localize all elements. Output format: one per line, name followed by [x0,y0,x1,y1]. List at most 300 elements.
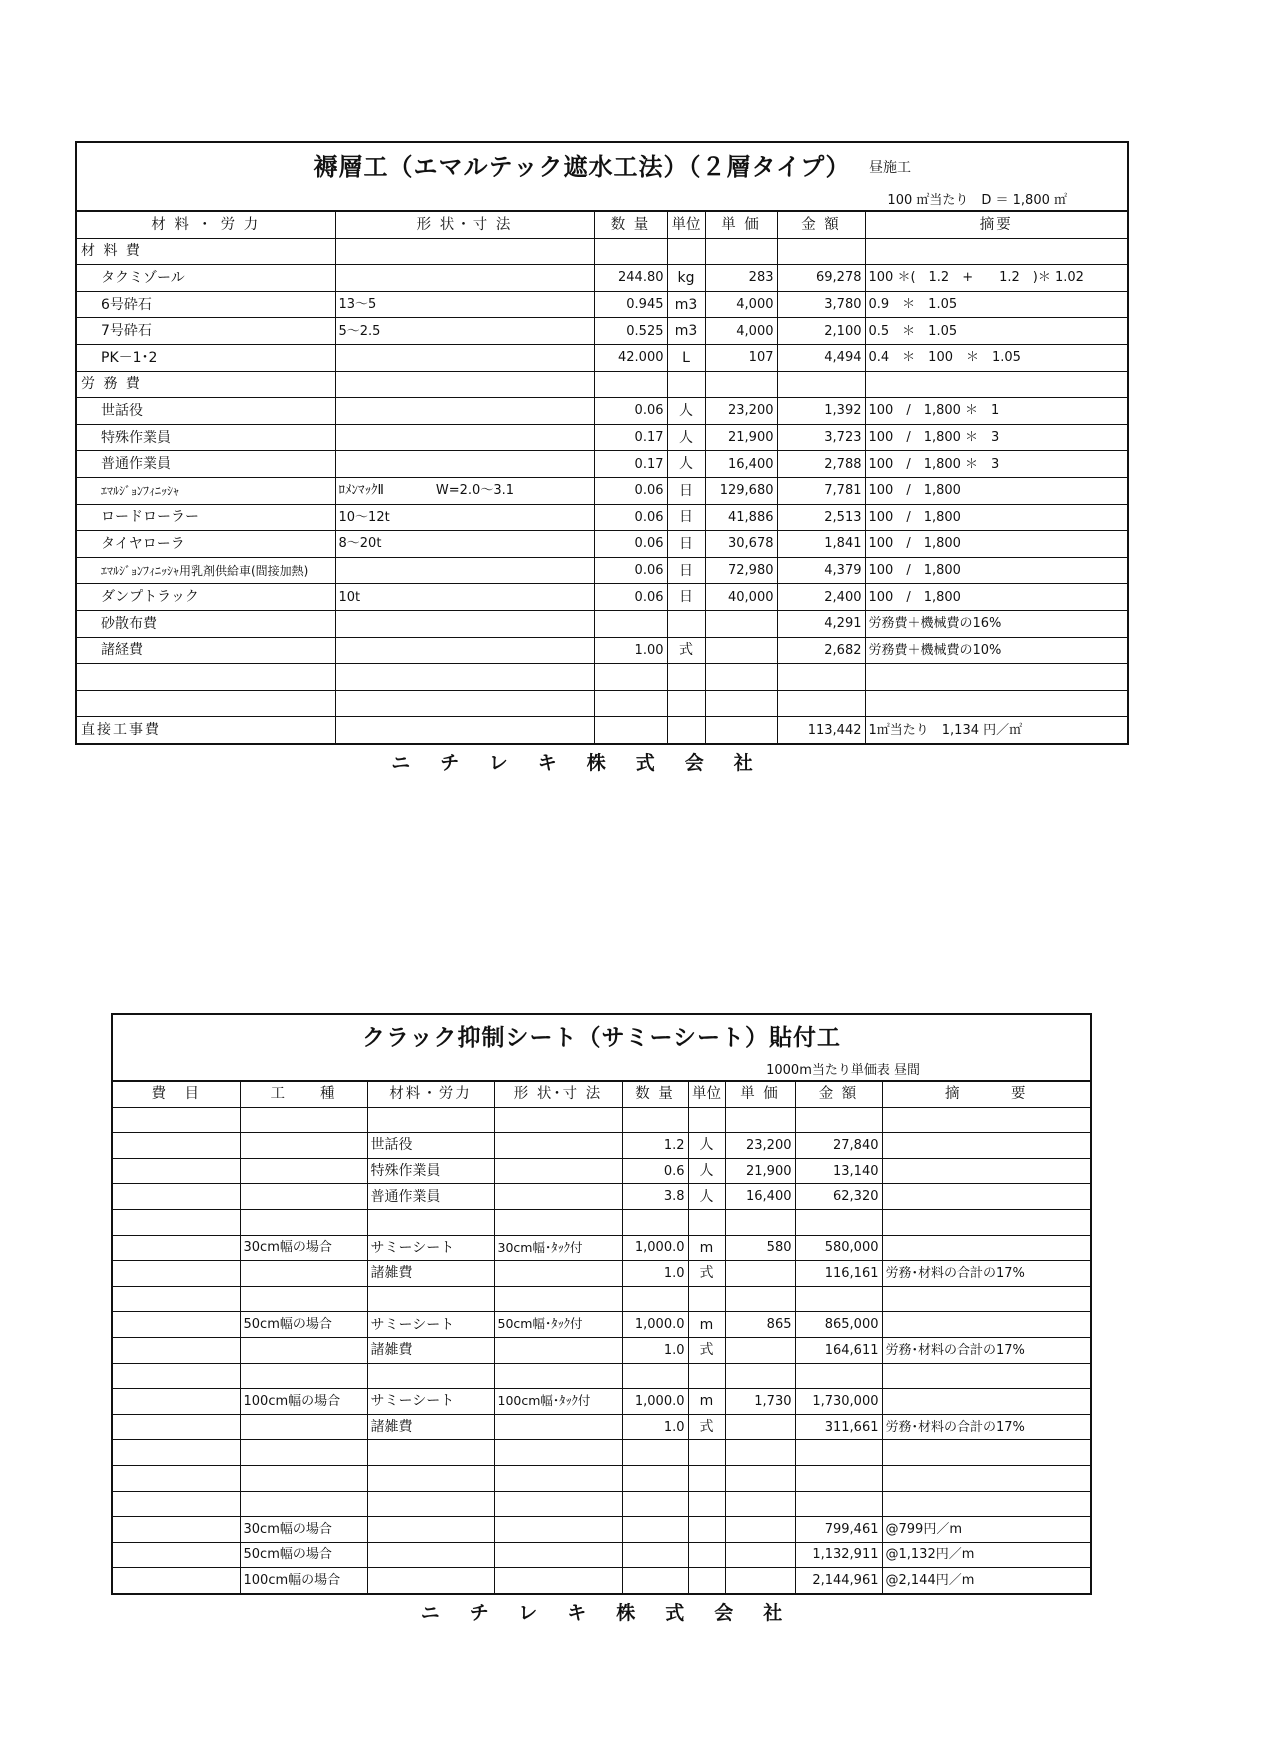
unit-price-cell: 21,900 [705,424,777,451]
unit-cell [688,1107,725,1133]
cost-item-cell [112,1337,240,1363]
spec-cell [494,1158,622,1184]
item-name-cell: ロードローラー [76,504,335,531]
header-amount: 金 額 [795,1081,882,1107]
unit-price-cell: 16,400 [725,1184,795,1210]
item-name-cell: タクミゾール [76,265,335,292]
unit-cell: 人 [688,1133,725,1159]
quantity-cell: 1.0 [622,1414,688,1440]
work-type-cell: 30cm幅の場合 [240,1517,367,1543]
spec-cell [494,1491,622,1517]
amount-cell: 311,661 [795,1414,882,1440]
cost-item-cell [112,1363,240,1389]
material-labor-cell [367,1286,494,1312]
remarks-cell [865,664,1128,691]
remarks-cell: 労務･材料の合計の17% [882,1337,1091,1363]
remarks-cell [865,371,1128,398]
unit-price-cell: 21,900 [725,1158,795,1184]
quantity-cell [594,664,667,691]
quantity-cell [594,371,667,398]
work-type-cell [240,1337,367,1363]
material-labor-cell: 諸雑費 [367,1414,494,1440]
unit-cell: m [688,1312,725,1338]
table-row [112,1568,1091,1594]
cost-item-cell [112,1209,240,1235]
quantity-cell: 42.000 [594,344,667,371]
unit-price-cell: 4,000 [705,291,777,318]
work-type-cell [240,1158,367,1184]
header-unit-price: 単 価 [725,1081,795,1107]
remarks-cell [882,1389,1091,1415]
item-name-cell: 普通作業員 [76,451,335,478]
remarks-cell: 労務･材料の合計の17% [882,1414,1091,1440]
unit-price-cell [725,1568,795,1594]
sheet2-title: クラック抑制シート（サミーシート）貼付工 [361,1025,842,1051]
unit-cell [667,371,705,398]
item-name-cell: 労 務 費 [76,371,335,398]
work-type-cell: 100cm幅の場合 [240,1389,367,1415]
remarks-cell: 100 / 1,800 [865,477,1128,504]
item-name-cell: 諸経費 [76,637,335,664]
unit-cell: 日 [667,504,705,531]
unit-cell [688,1363,725,1389]
unit-price-cell: 580 [725,1235,795,1261]
quantity-cell [622,1542,688,1568]
spec-cell [494,1261,622,1287]
table-row [76,398,1128,425]
amount-cell: 1,132,911 [795,1542,882,1568]
table-header-row [112,1081,1091,1107]
table-header-row [76,211,1128,238]
sheet1-title: 褥層工（エマルテック遮水工法）（２層タイプ） [313,153,851,181]
header-work-type: 工 種 [240,1081,367,1107]
spec-cell [494,1517,622,1543]
quantity-cell [622,1517,688,1543]
table-row [112,1261,1091,1287]
quantity-cell [594,717,667,744]
unit-price-cell [725,1491,795,1517]
sheet2-title-box [111,1013,1092,1080]
cost-sheet-asphalt-layer [75,141,1129,775]
unit-cell: m3 [667,318,705,345]
unit-price-cell [705,238,777,265]
header-material-labor: 材 料 ・ 労 力 [76,211,335,238]
header-unit: 単位 [667,211,705,238]
spec-cell: 100cm幅･ﾀｯｸ付 [494,1389,622,1415]
amount-cell: 13,140 [795,1158,882,1184]
unit-cell: 人 [667,424,705,451]
table-row [76,584,1128,611]
unit-cell: m3 [667,291,705,318]
unit-price-cell: 1,730 [725,1389,795,1415]
spec-cell: 50cm幅･ﾀｯｸ付 [494,1312,622,1338]
spec-cell: 10～12t [335,504,594,531]
amount-cell: 4,494 [777,344,865,371]
remarks-cell: 100 / 1,800 ＊ 1 [865,398,1128,425]
unit-cell: 日 [667,531,705,558]
amount-cell: 69,278 [777,265,865,292]
work-type-cell: 100cm幅の場合 [240,1568,367,1594]
unit-cell [667,238,705,265]
quantity-cell [594,238,667,265]
remarks-cell: 100 / 1,800 ＊ 3 [865,451,1128,478]
unit-price-cell [725,1363,795,1389]
table-row [112,1542,1091,1568]
unit-cell: 日 [667,584,705,611]
spec-cell [494,1440,622,1466]
unit-price-cell [725,1517,795,1543]
material-labor-cell [367,1491,494,1517]
header-remarks: 摘要 [865,211,1128,238]
material-labor-cell [367,1209,494,1235]
amount-cell: 3,723 [777,424,865,451]
quantity-cell: 1.2 [622,1133,688,1159]
table-row [112,1363,1091,1389]
table-row [112,1491,1091,1517]
sheet2-unit-basis: 1000m当たり単価表 昼間 [766,1063,920,1078]
amount-cell [777,690,865,717]
material-labor-cell: 特殊作業員 [367,1158,494,1184]
material-labor-cell: サミーシート [367,1389,494,1415]
cost-item-cell [112,1286,240,1312]
cost-sheet-crack-sheet [111,1013,1092,1625]
work-type-cell [240,1440,367,1466]
work-type-cell [240,1184,367,1210]
remarks-cell: 労務費＋機械費の16% [865,610,1128,637]
amount-cell [795,1209,882,1235]
material-labor-cell: 諸雑費 [367,1337,494,1363]
remarks-cell: 0.4 ＊ 100 ＊ 1.05 [865,344,1128,371]
quantity-cell: 0.06 [594,531,667,558]
table-row [112,1312,1091,1338]
material-labor-cell [367,1107,494,1133]
table-row [76,238,1128,265]
remarks-cell [882,1312,1091,1338]
unit-price-cell: 4,000 [705,318,777,345]
spec-cell [494,1107,622,1133]
remarks-cell [882,1209,1091,1235]
item-name-cell: ｴﾏﾙｼﾞｮﾝﾌｨﾆｯｼｬ [76,477,335,504]
sheet1-table-body [76,238,1128,744]
cost-item-cell [112,1261,240,1287]
quantity-cell [622,1209,688,1235]
work-type-cell: 30cm幅の場合 [240,1235,367,1261]
spec-cell: 30cm幅･ﾀｯｸ付 [494,1235,622,1261]
cost-item-cell [112,1184,240,1210]
unit-price-cell: 23,200 [725,1133,795,1159]
spec-cell [335,424,594,451]
table-row [112,1286,1091,1312]
amount-cell: 865,000 [795,1312,882,1338]
remarks-cell [882,1107,1091,1133]
amount-cell: 2,682 [777,637,865,664]
quantity-cell [622,1363,688,1389]
item-name-cell: 砂散布費 [76,610,335,637]
spec-cell [494,1465,622,1491]
quantity-cell [622,1440,688,1466]
quantity-cell [622,1568,688,1594]
sheet1-cost-table [75,210,1129,745]
header-amount: 金 額 [777,211,865,238]
material-labor-cell [367,1440,494,1466]
unit-cell: 式 [667,637,705,664]
header-unit: 単位 [688,1081,725,1107]
header-unit-price: 単 価 [705,211,777,238]
amount-cell [795,1440,882,1466]
work-type-cell [240,1209,367,1235]
material-labor-cell: サミーシート [367,1235,494,1261]
remarks-cell: 労務･材料の合計の17% [882,1261,1091,1287]
unit-cell [688,1491,725,1517]
spec-cell [335,344,594,371]
quantity-cell [622,1465,688,1491]
work-type-cell: 50cm幅の場合 [240,1312,367,1338]
unit-cell: m [688,1389,725,1415]
cost-item-cell [112,1517,240,1543]
header-quantity: 数 量 [622,1081,688,1107]
unit-price-cell [725,1286,795,1312]
amount-cell [777,238,865,265]
amount-cell: 3,780 [777,291,865,318]
quantity-cell [622,1491,688,1517]
sheet1-unit-basis: 100 ㎡当たり D ＝ 1,800 ㎡ [887,193,1067,208]
unit-price-cell: 283 [705,265,777,292]
item-name-cell: 6号砕石 [76,291,335,318]
remarks-cell [882,1491,1091,1517]
spec-cell: 8～20t [335,531,594,558]
table-row [76,451,1128,478]
amount-cell: 4,379 [777,557,865,584]
table-row [76,637,1128,664]
spec-cell [335,637,594,664]
unit-cell: 式 [688,1261,725,1287]
unit-price-cell [705,637,777,664]
unit-price-cell: 865 [725,1312,795,1338]
work-type-cell [240,1286,367,1312]
material-labor-cell: 諸雑費 [367,1261,494,1287]
item-name-cell: ダンプトラック [76,584,335,611]
item-name-cell: 直接工事費 [76,717,335,744]
header-remarks: 摘 要 [882,1081,1091,1107]
work-type-cell [240,1414,367,1440]
table-row [112,1107,1091,1133]
amount-cell: 62,320 [795,1184,882,1210]
remarks-cell: 0.5 ＊ 1.05 [865,318,1128,345]
amount-cell: 2,144,961 [795,1568,882,1594]
table-row [76,477,1128,504]
amount-cell: 4,291 [777,610,865,637]
table-row [76,504,1128,531]
cost-item-cell [112,1389,240,1415]
cost-item-cell [112,1414,240,1440]
item-name-cell: PK－1･2 [76,344,335,371]
unit-price-cell [725,1261,795,1287]
spec-cell [335,265,594,292]
work-type-cell: 50cm幅の場合 [240,1542,367,1568]
remarks-cell [882,1133,1091,1159]
table-row [112,1414,1091,1440]
quantity-cell [622,1286,688,1312]
amount-cell [795,1363,882,1389]
unit-cell: 式 [688,1337,725,1363]
item-name-cell: 7号砕石 [76,318,335,345]
spec-cell: 10t [335,584,594,611]
material-labor-cell [367,1542,494,1568]
unit-cell: 人 [667,451,705,478]
unit-cell [688,1440,725,1466]
header-material-labor: 材料・労力 [367,1081,494,1107]
sheet1-company-name: ニチレキ株式会社 [391,751,783,774]
unit-cell [688,1209,725,1235]
item-name-cell [76,690,335,717]
unit-cell: 人 [667,398,705,425]
material-labor-cell: サミーシート [367,1312,494,1338]
quantity-cell: 0.06 [594,398,667,425]
table-row [76,371,1128,398]
cost-item-cell [112,1133,240,1159]
quantity-cell: 1,000.0 [622,1389,688,1415]
cost-item-cell [112,1235,240,1261]
spec-cell [335,238,594,265]
remarks-cell [882,1184,1091,1210]
amount-cell: 113,442 [777,717,865,744]
quantity-cell [594,610,667,637]
spec-cell [335,451,594,478]
item-name-cell: ｴﾏﾙｼﾞｮﾝﾌｨﾆｯｼｬ用乳剤供給車(間接加熱) [76,557,335,584]
amount-cell: 1,730,000 [795,1389,882,1415]
quantity-cell: 0.17 [594,451,667,478]
unit-price-cell: 129,680 [705,477,777,504]
item-name-cell: 世話役 [76,398,335,425]
work-type-cell [240,1133,367,1159]
unit-cell [688,1286,725,1312]
remarks-cell: 100 / 1,800 [865,557,1128,584]
table-row [112,1465,1091,1491]
header-spec: 形 状･寸 法 [494,1081,622,1107]
unit-price-cell [705,717,777,744]
sheet1-daytime-badge: 昼施工 [869,160,911,176]
spec-cell [335,717,594,744]
unit-price-cell: 72,980 [705,557,777,584]
table-row [112,1184,1091,1210]
unit-price-cell: 40,000 [705,584,777,611]
cost-item-cell [112,1491,240,1517]
cost-item-cell [112,1107,240,1133]
material-labor-cell [367,1363,494,1389]
remarks-cell: 労務費＋機械費の10% [865,637,1128,664]
work-type-cell [240,1363,367,1389]
quantity-cell: 1.0 [622,1261,688,1287]
table-row [76,664,1128,691]
quantity-cell: 1.0 [622,1337,688,1363]
unit-price-cell: 23,200 [705,398,777,425]
unit-price-cell [705,664,777,691]
sheet2-company-name: ニチレキ株式会社 [420,1601,813,1624]
cost-item-cell [112,1465,240,1491]
material-labor-cell: 世話役 [367,1133,494,1159]
unit-price-cell: 41,886 [705,504,777,531]
quantity-cell: 0.945 [594,291,667,318]
amount-cell: 7,781 [777,477,865,504]
remarks-cell [882,1465,1091,1491]
spec-cell [494,1133,622,1159]
table-row [76,291,1128,318]
spec-cell [335,557,594,584]
amount-cell: 2,788 [777,451,865,478]
unit-cell: 式 [688,1414,725,1440]
sheet2-table-body [112,1107,1091,1594]
unit-cell [688,1568,725,1594]
spec-cell [494,1414,622,1440]
quantity-cell: 0.06 [594,504,667,531]
table-row [76,318,1128,345]
unit-price-cell [705,371,777,398]
quantity-cell: 0.525 [594,318,667,345]
unit-price-cell [705,610,777,637]
quantity-cell: 0.06 [594,557,667,584]
amount-cell: 2,513 [777,504,865,531]
amount-cell [795,1465,882,1491]
item-name-cell: 特殊作業員 [76,424,335,451]
cost-item-cell [112,1158,240,1184]
spec-cell [335,610,594,637]
table-row [112,1209,1091,1235]
table-row [112,1440,1091,1466]
remarks-cell [882,1235,1091,1261]
work-type-cell [240,1261,367,1287]
material-labor-cell [367,1568,494,1594]
header-spec: 形 状・寸 法 [335,211,594,238]
remarks-cell: 100 / 1,800 [865,504,1128,531]
spec-cell [494,1363,622,1389]
spec-cell [494,1209,622,1235]
spec-cell [335,664,594,691]
remarks-cell: 100 ＊( 1.2 + 1.2 )＊ 1.02 [865,265,1128,292]
remarks-cell [882,1440,1091,1466]
quantity-cell: 0.6 [622,1158,688,1184]
cost-item-cell [112,1542,240,1568]
unit-cell [688,1517,725,1543]
unit-cell [667,664,705,691]
material-labor-cell: 普通作業員 [367,1184,494,1210]
work-type-cell [240,1465,367,1491]
sheet2-cost-table [111,1080,1092,1595]
unit-price-cell [725,1440,795,1466]
remarks-cell [882,1158,1091,1184]
sheet1-title-box [75,141,1129,210]
unit-price-cell: 16,400 [705,451,777,478]
quantity-cell: 0.06 [594,477,667,504]
amount-cell: 2,100 [777,318,865,345]
unit-price-cell: 30,678 [705,531,777,558]
spec-cell: 5～2.5 [335,318,594,345]
remarks-cell: 100 / 1,800 [865,584,1128,611]
amount-cell [795,1491,882,1517]
amount-cell [777,664,865,691]
remarks-cell: 100 / 1,800 [865,531,1128,558]
quantity-cell: 244.80 [594,265,667,292]
unit-cell: 人 [688,1158,725,1184]
table-row [76,557,1128,584]
work-type-cell [240,1107,367,1133]
unit-cell: kg [667,265,705,292]
spec-cell [335,371,594,398]
material-labor-cell [367,1465,494,1491]
remarks-cell [882,1286,1091,1312]
unit-price-cell [725,1414,795,1440]
quantity-cell: 1,000.0 [622,1235,688,1261]
table-row [112,1133,1091,1159]
